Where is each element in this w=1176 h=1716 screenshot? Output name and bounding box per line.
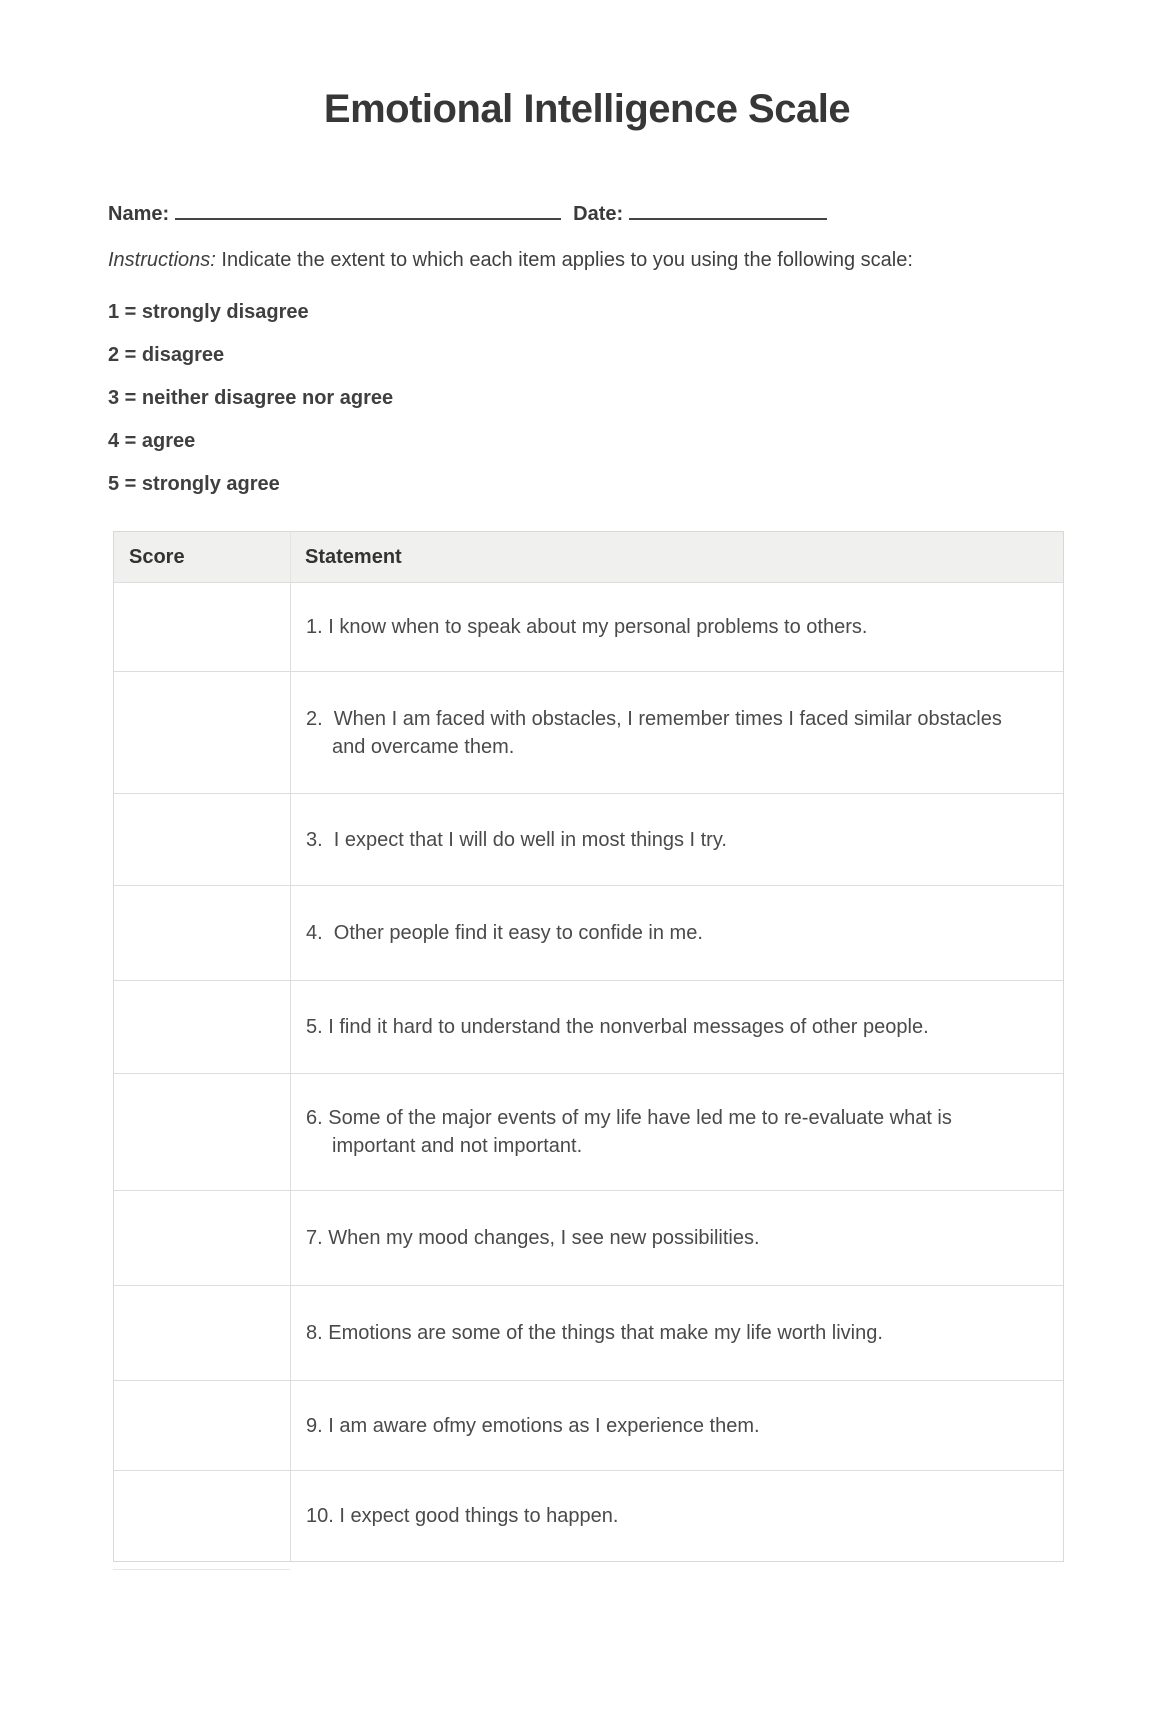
score-cell[interactable]: [114, 672, 291, 793]
score-table: [113, 531, 1064, 1562]
scale-item-5: 5 = strongly agree: [108, 473, 280, 495]
statement-text: 5. I find it hard to understand the nonverbal messages of other people.: [306, 1016, 929, 1038]
table-row: [114, 1074, 1063, 1191]
table-row: [114, 1471, 1063, 1561]
instructions-label: Instructions:: [108, 249, 216, 271]
scale-item-1: 1 = strongly disagree: [108, 301, 309, 323]
table-row: [114, 1381, 1063, 1471]
statement-text: 6. Some of the major events of my life have led me to re-evaluate what is important and not important.: [306, 1107, 958, 1157]
table-row: [114, 886, 1063, 981]
table-row: [114, 794, 1063, 886]
statement-cell: [291, 583, 1063, 671]
next-page-row-remnant: [113, 1569, 290, 1570]
scale-item-4: 4 = agree: [108, 430, 196, 452]
scale-item-3: 3 = neither disagree nor agree: [108, 387, 394, 409]
statement-cell: [291, 886, 1063, 980]
table-row: [114, 583, 1063, 672]
statement-text: 4. Other people find it easy to confide in me.: [306, 922, 703, 944]
statement-text: 10. I expect good things to happen.: [306, 1505, 619, 1527]
scale-item-2: 2 = disagree: [108, 344, 225, 366]
statement-text: 7. When my mood changes, I see new possibilities.: [306, 1227, 760, 1249]
table-row: [114, 672, 1063, 794]
worksheet-page: [0, 86, 1176, 1716]
score-cell[interactable]: [114, 886, 291, 980]
table-header-row: [114, 532, 1063, 583]
statement-text: 1. I know when to speak about my personal problems to others.: [306, 616, 868, 638]
date-label: Date:: [573, 203, 624, 225]
statement-text: 2. When I am faced with obstacles, I remember times I faced similar obstacles and overcame them.: [306, 707, 1008, 758]
statement-cell: [291, 1471, 1063, 1561]
statement-text: 9. I am aware ofmy emotions as I experience them.: [306, 1414, 760, 1437]
score-cell[interactable]: [114, 981, 291, 1073]
statement-cell: [291, 1381, 1063, 1470]
date-field[interactable]: [629, 196, 827, 220]
table-row: [114, 1191, 1063, 1286]
instructions-text: Indicate the extent to which each item applies to you using the following scale:: [215, 249, 913, 271]
score-cell[interactable]: [114, 794, 291, 885]
score-cell[interactable]: [114, 1381, 291, 1470]
table-row: [114, 1286, 1063, 1381]
table-row: [114, 981, 1063, 1074]
name-date-row: [108, 196, 1066, 229]
statement-cell: [291, 981, 1063, 1073]
score-cell[interactable]: [114, 1191, 291, 1285]
name-field[interactable]: [175, 196, 561, 220]
score-column-header: Score: [114, 532, 291, 582]
score-cell[interactable]: [114, 1286, 291, 1380]
name-label: Name:: [108, 203, 170, 225]
statement-cell: [291, 672, 1063, 793]
rating-scale-legend: [108, 291, 1066, 506]
statement-cell: [291, 1074, 1063, 1190]
statement-cell: [291, 794, 1063, 885]
statement-text: 8. Emotions are some of the things that make my life worth living.: [306, 1322, 883, 1344]
score-cell[interactable]: [114, 583, 291, 671]
statement-cell: [291, 1191, 1063, 1285]
score-cell[interactable]: [114, 1471, 291, 1561]
score-cell[interactable]: [114, 1074, 291, 1190]
statement-text: 3. I expect that I will do well in most things I try.: [306, 828, 727, 851]
statement-column-header: Statement: [305, 545, 402, 568]
statement-cell: [291, 1286, 1063, 1380]
instructions: [108, 247, 1066, 273]
page-title: Emotional Intelligence Scale: [323, 87, 851, 131]
